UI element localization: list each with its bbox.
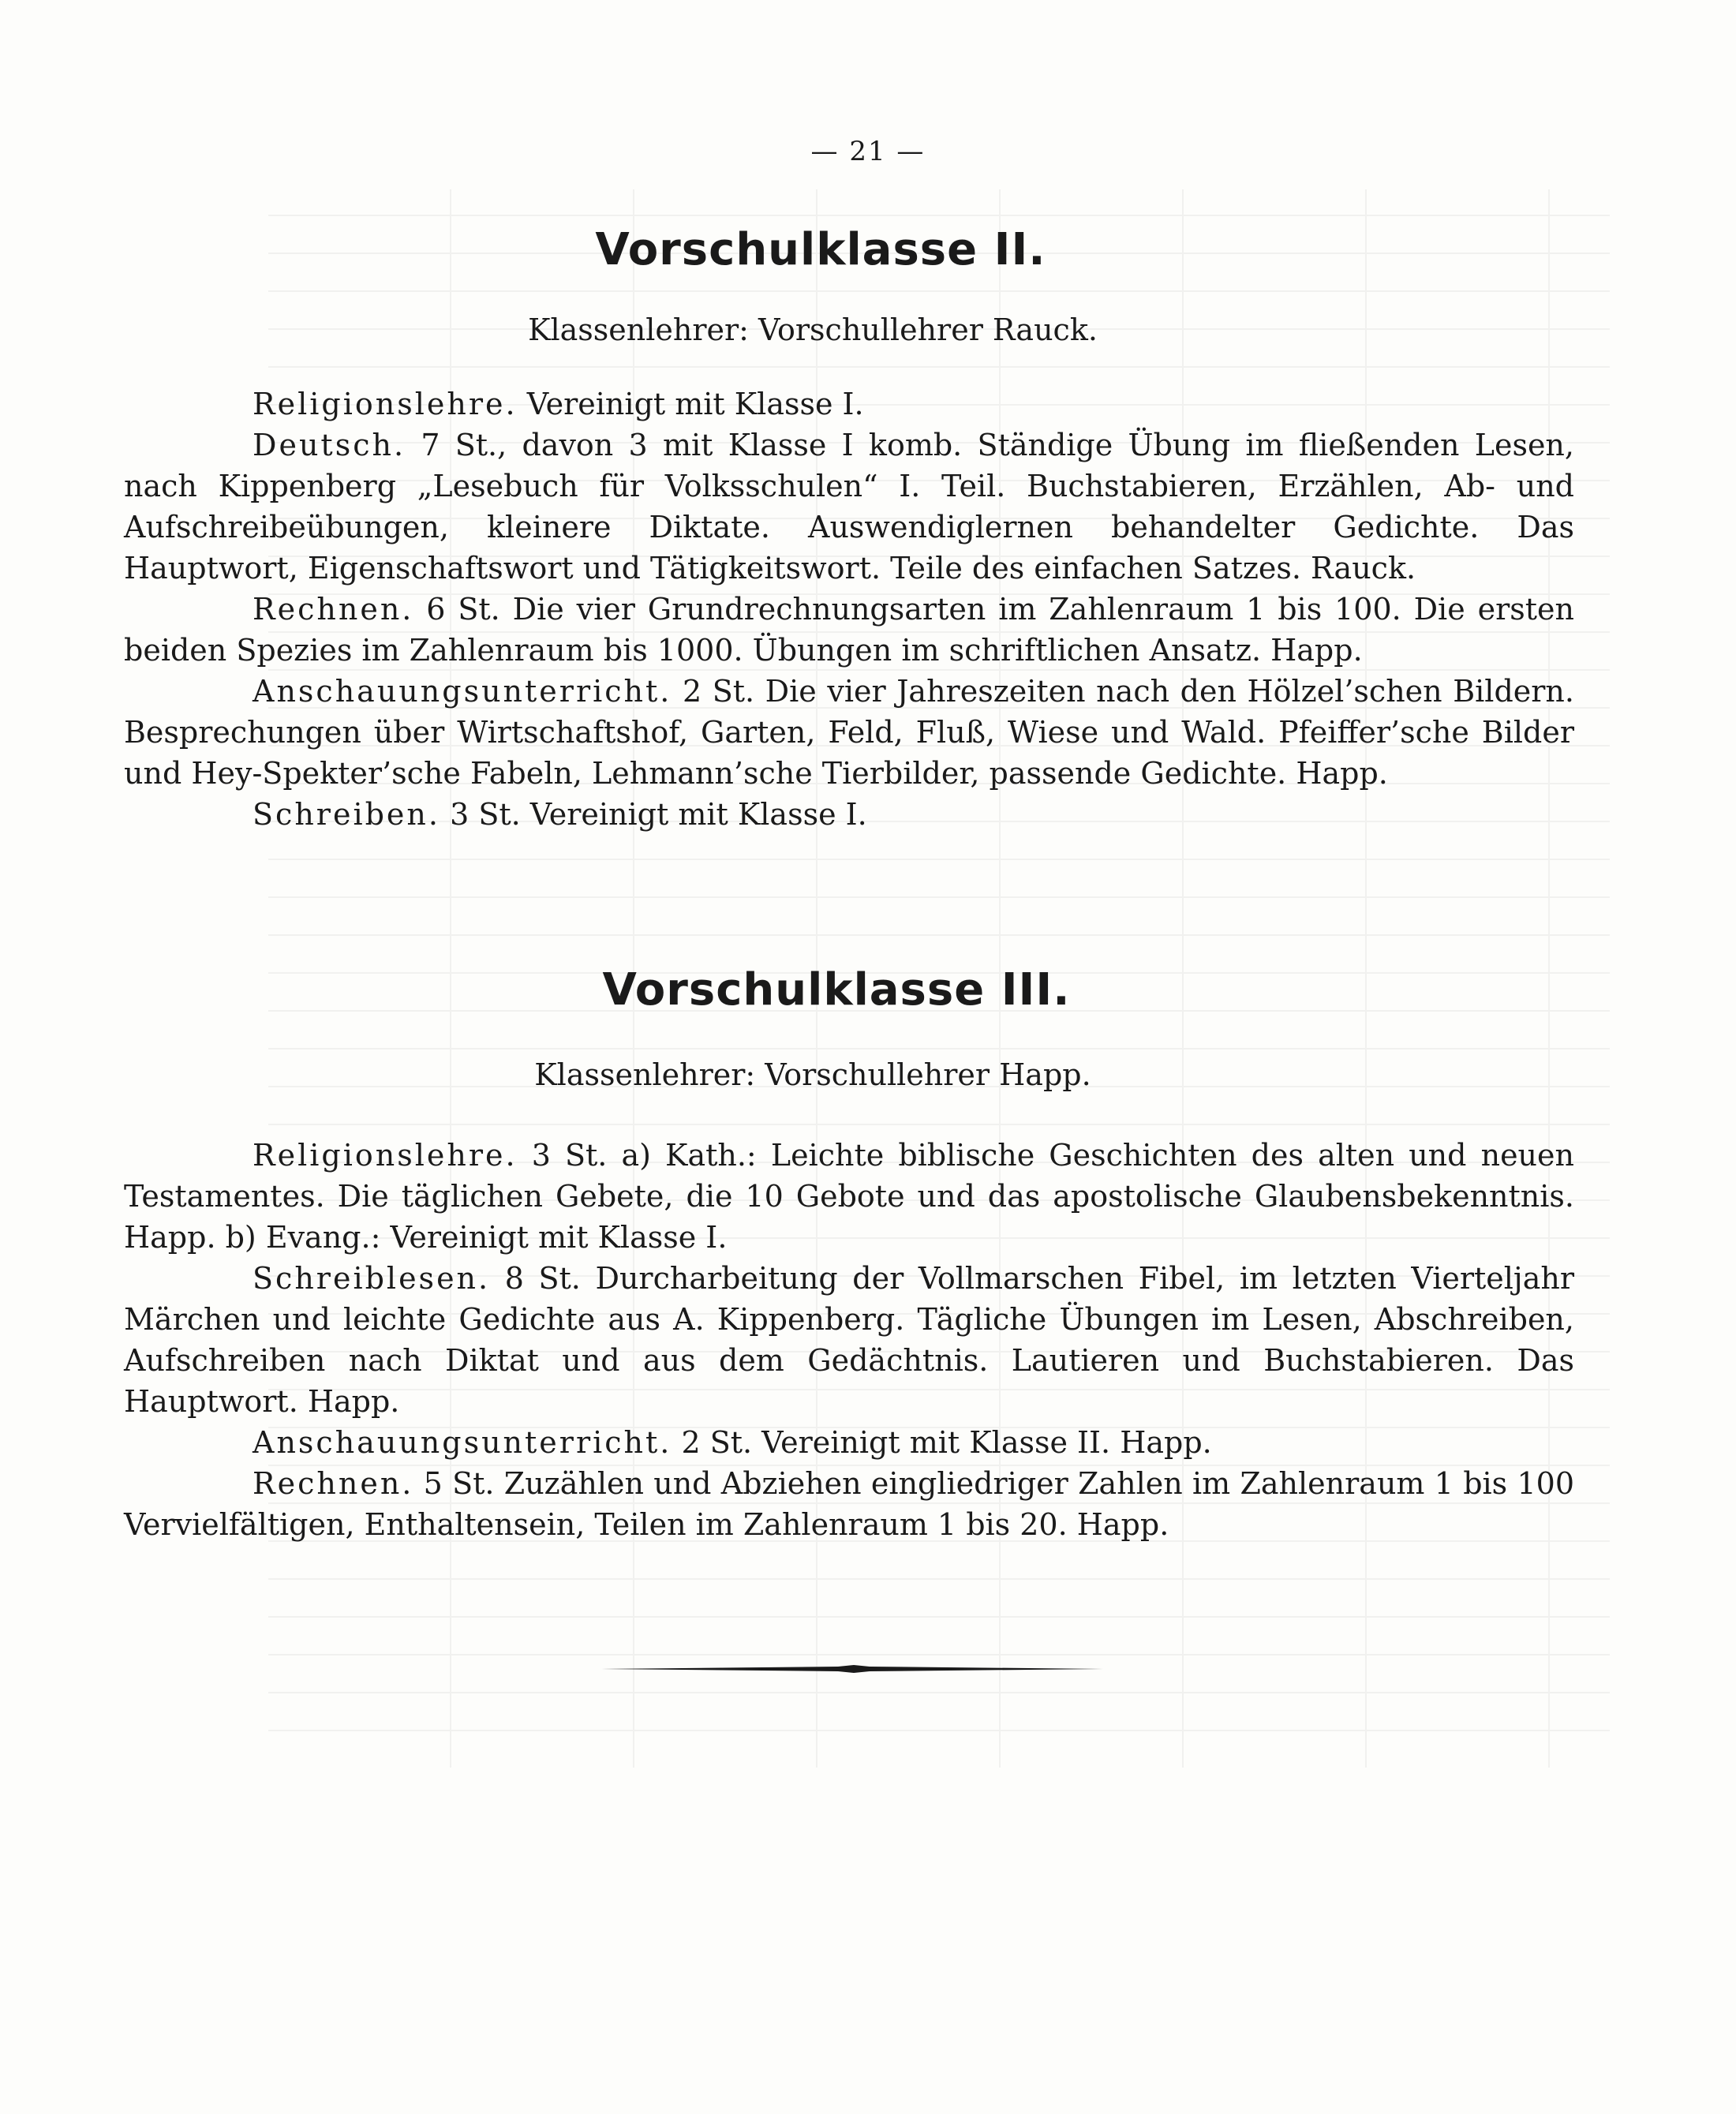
separator-rule — [601, 1663, 1106, 1674]
section-body — [124, 1135, 1574, 1545]
subject-label: Religionslehre. — [253, 1138, 518, 1173]
subject-label: Religionslehre. — [253, 387, 518, 421]
paragraph-text: 8 St. Durcharbeitung der Vollmarschen Fibel, im letzten Vierteljahr Märchen und leichte Gedichte aus A. Kippenberg. Tägliche Übungen im Lesen, Abschreiben, Aufschreiben nach Diktat und aus dem Gedächtnis. Lautieren und Buchstabieren. Das Hauptwort. Happ. — [124, 1261, 1574, 1419]
paragraph-text: 6 St. Die vier Grundrechnungsarten im Zahlenraum 1 bis 100. Die ersten beiden Spezies im Zahlenraum bis 1000. Übungen im schriftlichen Ansatz. Happ. — [124, 592, 1574, 668]
subject-label: Rechnen. — [253, 592, 414, 627]
subject-label: Schreiblesen. — [253, 1261, 491, 1296]
paragraph-text: 7 St., davon 3 mit Klasse I komb. Ständige Übung im fließenden Lesen, nach Kippenberg „Lesebuch für Volksschulen“ I. Teil. Buchstabieren, Erzählen, Ab- und Aufschreibeübungen, kleinere Diktate. Auswendiglernen behandelter Gedichte. Das Hauptwort, Eigenschaftswort und Tätigkeitswort. Teile des einfachen Satzes. Rauck. — [124, 428, 1574, 586]
paragraph — [124, 1463, 1574, 1545]
paragraph-text: 2 St. Vereinigt mit Klasse II. Happ. — [681, 1425, 1212, 1460]
paragraph-text: 3 St. Vereinigt mit Klasse I. — [450, 797, 867, 832]
teacher-line: Klassenlehrer: Vorschullehrer Rauck. — [528, 312, 1098, 347]
paragraph — [124, 425, 1574, 589]
page-number: — 21 — — [810, 136, 926, 167]
subject-label: Deutsch. — [253, 428, 406, 462]
paragraph — [124, 794, 1574, 835]
paragraph — [124, 1258, 1574, 1422]
paragraph — [124, 384, 1574, 425]
paragraph-text: 3 St. a) Kath.: Leichte biblische Geschichten des alten und neuen Testamentes. Die täglichen Gebete, die 10 Gebote und das apostolische Glaubensbekenntnis. Happ. b) Evang.: Vereinigt mit Klasse I. — [124, 1138, 1574, 1255]
section-heading: Vorschulklasse III. — [602, 964, 1071, 1016]
paragraph-text: 2 St. Die vier Jahreszeiten nach den Hölzel’schen Bildern. Besprechungen über Wirtschaftshof, Garten, Feld, Fluß, Wiese und Wald. Pfeiffer’sche Bilder und Hey-Spekter’sche Fabeln, Lehmann’sche Tierbilder, passende Gedichte. Happ. — [124, 674, 1574, 791]
teacher-line: Klassenlehrer: Vorschullehrer Happ. — [534, 1057, 1091, 1092]
subject-label: Anschauungsunterricht. — [253, 1425, 672, 1460]
paragraph-text: Vereinigt mit Klasse I. — [526, 387, 864, 421]
paragraph — [124, 1422, 1574, 1463]
paragraph — [124, 1135, 1574, 1258]
section-body — [124, 384, 1574, 835]
paragraph — [124, 589, 1574, 671]
subject-label: Schreiben. — [253, 797, 440, 832]
section-heading: Vorschulklasse II. — [595, 224, 1046, 275]
subject-label: Anschauungsunterricht. — [253, 674, 672, 709]
paragraph-text: 5 St. Zuzählen und Abziehen eingliedriger Zahlen im Zahlenraum 1 bis 100 Vervielfältigen, Enthaltensein, Teilen im Zahlenraum 1 bis 20. Happ. — [124, 1466, 1574, 1542]
subject-label: Rechnen. — [253, 1466, 414, 1501]
paragraph — [124, 671, 1574, 794]
